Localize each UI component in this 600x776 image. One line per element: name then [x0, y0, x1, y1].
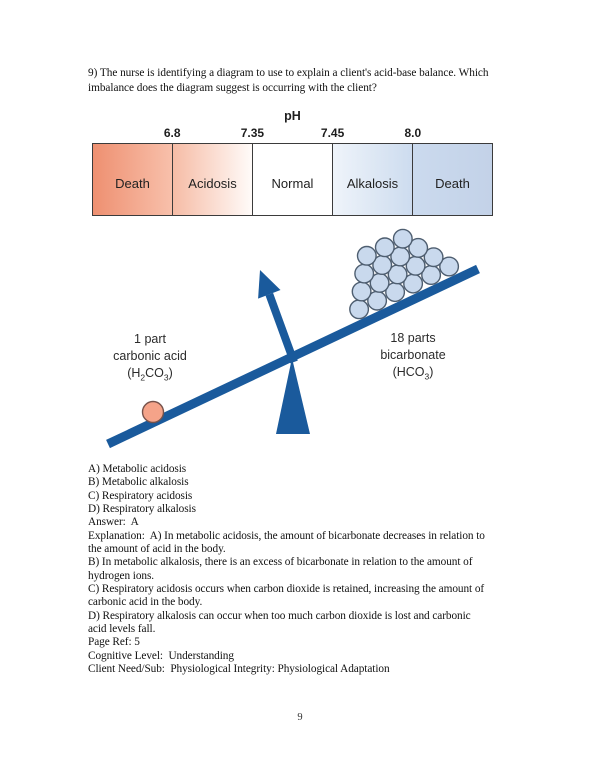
carbonic-acid-formula: $(H_2CO_3)$ [127, 366, 173, 383]
bicarbonate-circle [350, 300, 369, 319]
ph-tick-label: 7.45 [320, 126, 345, 140]
ph-segment-death [93, 144, 172, 215]
bicarbonate-circle [355, 264, 374, 283]
answer-line: acid levels fall. [88, 623, 156, 636]
ph-scale-ticks [92, 126, 493, 141]
fulcrum-triangle [276, 358, 310, 434]
ph-scale-title: pH [284, 109, 301, 123]
answer-line: carbonic acid in the body. [88, 596, 203, 609]
answer-line: C) Respiratory acidosis [88, 489, 193, 502]
question-text [88, 66, 558, 95]
ph-segment-acidosis [172, 144, 252, 215]
ph-segment-alkalosis [332, 144, 412, 215]
answer-line: Client Need/Sub: Physiological Integrity: Physiological Adaptation [88, 663, 390, 676]
answer-line: B) Metabolic alkalosis [88, 476, 189, 489]
bicarbonate-circle [376, 238, 395, 257]
ph-segment-death [412, 144, 492, 215]
answer-line: the amount of acid in the body. [88, 543, 226, 556]
ph-segment-label: Acidosis [188, 175, 237, 191]
ph-segment-label: Death [435, 175, 470, 191]
bicarbonate-circle [394, 229, 413, 248]
bicarbonate-formula: $(HCO_3)$ [392, 365, 434, 382]
answer-line: Page Ref: 5 [88, 636, 140, 649]
question-line: imbalance does the diagram suggest is occurring with the client? [88, 81, 377, 94]
carbonic-acid-label-line1: 1 part [134, 332, 166, 346]
answer-line: D) Respiratory alkalosis [88, 503, 196, 516]
ph-segment-normal [252, 144, 332, 215]
answer-line: A) Metabolic acidosis [88, 463, 187, 475]
page-number: 9 [297, 712, 303, 723]
bicarbonate-label [348, 330, 478, 386]
ph-tick-label: 6.8 [163, 126, 181, 140]
question-line: 9) The nurse is identifying a diagram to use to explain a client's acid-base balance. Which [88, 67, 489, 79]
carbonic-acid-circle [143, 402, 164, 423]
answer-line: B) In metabolic alkalosis, there is an excess of bicarbonate in relation to the amount of [88, 556, 473, 569]
answer-explanation-text [88, 463, 568, 677]
balance-pointer-arrow-shaft [269, 294, 294, 362]
bicarbonate-circle [352, 282, 371, 301]
ph-scale-bar [92, 143, 493, 216]
bicarbonate-label-line2: bicarbonate [380, 348, 446, 362]
carbonic-acid-label-line2: carbonic acid [113, 349, 187, 363]
answer-line: D) Respiratory alkalosis can occur when too much carbon dioxide is lost and carbonic [88, 609, 471, 622]
answer-line: Explanation: A) In metabolic acidosis, the amount of bicarbonate decreases in relation to [88, 529, 485, 542]
answer-line: hydrogen ions. [88, 569, 155, 582]
ph-tick-label: 7.35 [240, 126, 265, 140]
bicarbonate-label-line1: 18 parts [390, 331, 436, 345]
answer-line: Cognitive Level: Understanding [88, 649, 234, 662]
answer-line: Answer: A [88, 516, 139, 529]
carbonic-acid-label [85, 331, 215, 387]
ph-segment-label: Death [115, 175, 150, 191]
ph-segment-label: Alkalosis [346, 175, 399, 191]
ph-segment-label: Normal [271, 175, 314, 191]
ph-tick-label: 8.0 [404, 126, 422, 140]
answer-line: C) Respiratory acidosis occurs when carbon dioxide is retained, increasing the amount of [88, 583, 485, 596]
bicarbonate-circle [358, 247, 377, 266]
